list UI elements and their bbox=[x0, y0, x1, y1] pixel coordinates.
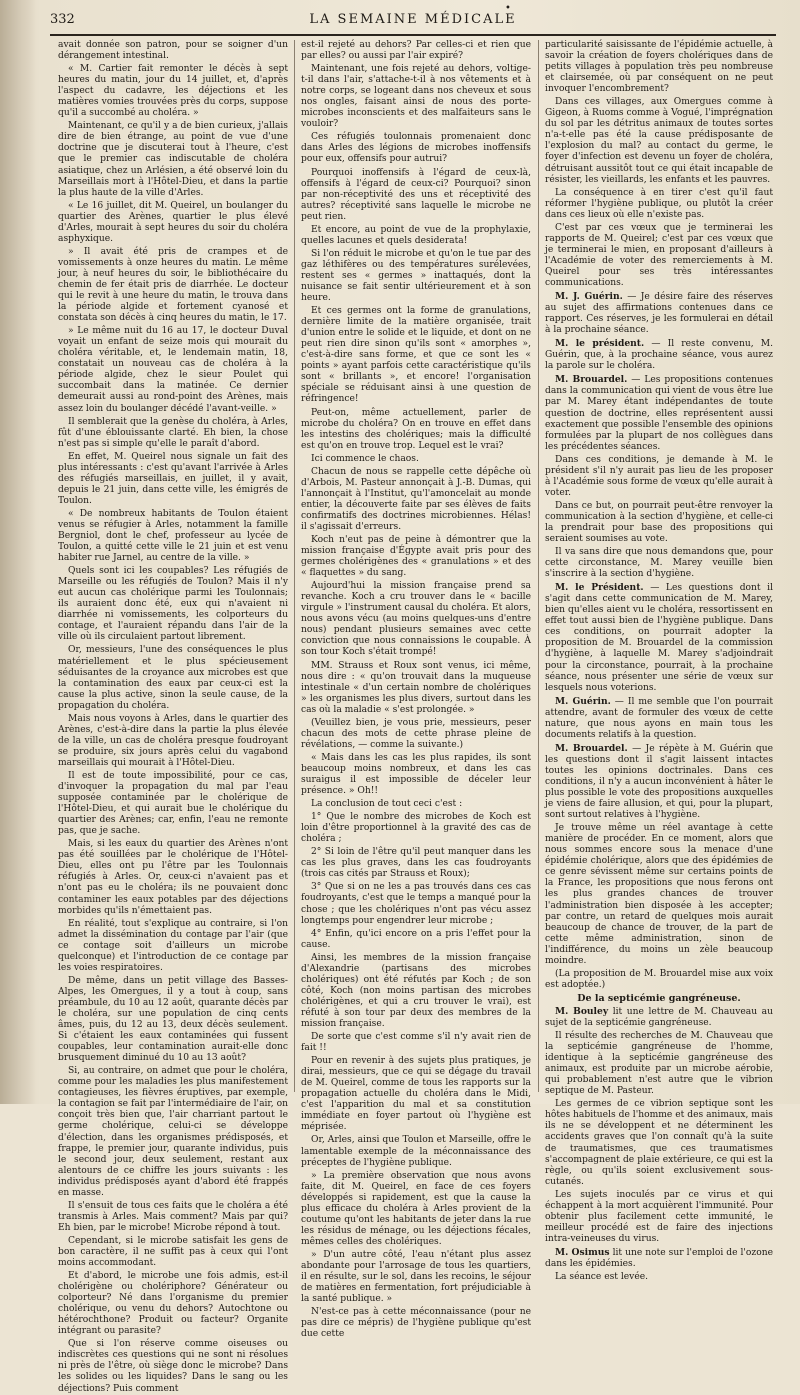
speech-paragraph bbox=[545, 1006, 773, 1029]
speaker-name: M. Brouardel. bbox=[555, 742, 628, 754]
paragraph: « Le 16 juillet, dit M. Queirel, un boulanger du quartier des Arènes, quartier le plus élevé d'Arles, mourait à sept heures du soir du choléra asphyxique. bbox=[58, 200, 288, 244]
paragraph: « Mais dans les cas les plus rapides, ils sont beaucoup moins nombreux, et dans les cas suraigus il est impossible de déceler leur présence. » Oh!! bbox=[301, 752, 531, 797]
paragraph: Et encore, au point de vue de la prophylaxie, quelles lacunes et quels desiderata! bbox=[301, 224, 531, 246]
paragraph: Ici commence le chaos. bbox=[311, 453, 419, 464]
paragraph: Les germes de ce vibrion septique sont les hôtes habituels de l'homme et des animaux, mais ils ne se développent et ne déterminent les accidents graves que l'on connaît qu'à la suite de traumatismes, que ces traumatismes s'accompagnent de plaie extérieure, ce qui est la règle, ou qu'ils soient exclusivement sous-cutanés. bbox=[545, 1099, 773, 1187]
paragraph: Maintenant, ce qu'il y a de bien curieux, j'allais dire de bien étrange, au point de vue d'une doctrine que je discuterai tout à l'heure, c'est que le premier cas indiscutable de choléra asiatique, chez un Arlésien, a été observé loin du Marseillais mort à l'Hôtel-Dieu, et dans la partie la plus haute de la ville d'Arles. bbox=[58, 121, 288, 198]
speaker-name: M. J. Guérin. bbox=[555, 291, 623, 303]
speech-text: lit une note sur l'emploi de l'ozone dans les épidémies. bbox=[545, 1247, 774, 1269]
paragraph: Or, messieurs, l'une des conséquences le plus matériellement et le plus spécieusement séduisantes de la croyance aux microbes est que la contamination des eaux par ceux-ci est la cause la plus active, sinon la seule cause, de la propagation du choléra. bbox=[58, 645, 288, 711]
speech-text: — Il reste convenu, M. Guérin, que, à la prochaine séance, vous aurez la parole sur le choléra. bbox=[545, 339, 773, 372]
paragraph: Et d'abord, le microbe une fois admis, est-il cholérigène ou cholériphore? Générateur ou colporteur? Né dans l'organisme du premier cholérique, ou venu du dehors? Autochtone ou hétérochthone? Produit ou facteur? Organite intégrant ou parasite? bbox=[58, 1271, 288, 1337]
paragraph: Ainsi, les membres de la mission française d'Alexandrie (partisans des microbes cholériques) ont été réfutés par Koch ; de son côté, Koch (non moins partisan des microbes cholérigènes, et qui a cru trouver le vrai), est réfuté à son tour par deux des membres de la mission française. bbox=[301, 952, 531, 1029]
speaker-name: M. Bouley bbox=[555, 1005, 609, 1017]
paragraph: C'est par ces vœux que je terminerai les rapports de M. Queirel; c'est par ces vœux que je terminerai le mien, en proposant d'ailleurs à l'Académie de voter des remerciements à M. Queirel pour ses très intéressantes communications. bbox=[545, 222, 773, 288]
paragraph: Les sujets inoculés par ce virus et qui échappent à la mort acquièrent l'immunité. Pour obtenir plus facilement cette immunité, le meilleur procédé est de faire des injections intra-veineuses du virus. bbox=[545, 1189, 773, 1244]
paragraph: Dans ces villages, aux Omergues comme à Gigeon, à Ruoms comme à Vogué, l'imprégnation du sol par les détritus animaux de toutes sortes n'a-t-elle pas été la cause prédisposante de l'explosion du mal? au contact du germe, le foyer d'infection est devenu un foyer de choléra, détruisant aussitôt tout ce qui était incapable de résister, les vieillards, les enfants et les pauvres. bbox=[545, 97, 773, 185]
speaker-name: M. le Président. bbox=[555, 582, 644, 594]
paragraph: La conclusion de tout ceci c'est : bbox=[311, 799, 463, 810]
section-heading: De la septicémie gangréneuse. bbox=[577, 992, 741, 1004]
paragraph: Ces réfugiés toulonnais promenaient donc dans Arles des légions de microbes inoffensifs pour eux, offensifs pour autrui? bbox=[301, 132, 531, 165]
paragraph: Mais, si les eaux du quartier des Arènes n'ont pas été souillées par le cholérique de l'Hôtel-Dieu, elles ont pu l'être par les Toulonnais réfugiés à Arles. Or, ceux-ci n'avaient pas et n'ont pas eu le choléra; ils ne pouvaient donc contaminer les eaux potables par des déjections morbides qu'ils n'émettaient pas. bbox=[58, 839, 288, 916]
paragraph: Si, au contraire, on admet que pour le choléra, comme pour les maladies les plus manifestement contagieuses, les fièvres éruptives, par exemple, la contagion se fait par l'intermédiaire de l'air, on conçoit très bien que, l'air charriant partout le germe cholérique, celui-ci se développe d'élection, dans les organismes prédisposés, et frappe, le premier jour, quarante individus, puis le second jour, deux seulement, restant aux alentours de ce chiffre les jours suivants : les individus prédisposés ayant d'abord été frappés en masse. bbox=[58, 1066, 288, 1198]
paragraph: Il est de toute impossibilité, pour ce cas, d'invoquer la propagation du mal par l'eau supposée contaminée par le cholérique de l'Hôtel-Dieu, et qui aurait bue le cholérique du quartier des Arènes; car, enfin, l'eau ne remonte pas, que je sache. bbox=[58, 771, 288, 837]
speaker-name: M. Osimus bbox=[555, 1246, 610, 1258]
paragraph: » Le même nuit du 16 au 17, le docteur Duval voyait un enfant de seize mois qui mourait du choléra véritable, et, le lendemain matin, 18, constatait un nouveau cas de choléra à la période algide, chez le sieur Poulet qui succombait dans la matinée. Ce dernier demeurait aussi au rond-point des Arènes, mais assez loin du boulanger décédé l'avant-veille. » bbox=[58, 326, 288, 414]
speech-text: — Je désire faire des réserves au sujet des affirmations contenues dans ce rapport. Ces réserves, je les formulerai en détail à la prochaine séance. bbox=[545, 292, 773, 336]
page-header bbox=[50, 3, 776, 36]
column-divider bbox=[294, 40, 295, 1092]
paragraph: Que si l'on réserve comme oiseuses ou indiscrètes ces questions qui ne sont ni résolues ni près de l'être, où siège donc le microbe? Dans les solides ou les liquides? Dans le sang ou les déjections? Puis comment bbox=[58, 1339, 288, 1394]
speech-text: — Je répète à M. Guérin que les questions dont il s'agit laissent intactes toutes les opinions doctrinales. Dans ces conditions, il n'y a aucun inconvénient à hâter le plus possible le vote des propositions auxquelles je viens de faire allusion, et qui, pour la plupart, sont surtout relatives à l'hygiène. bbox=[545, 743, 773, 821]
paragraph: De sorte que c'est comme s'il n'y avait rien de fait !! bbox=[301, 1032, 531, 1054]
column-divider bbox=[538, 40, 539, 1092]
header-ornament: • bbox=[505, 3, 511, 14]
speaker-name: M. Brouardel. bbox=[555, 374, 628, 386]
paragraph: N'est-ce pas à cette méconnaissance (pour ne pas dire ce mépris) de l'hygiène publique qu'est due cette bbox=[301, 1307, 531, 1340]
paragraph: De même, dans un petit village des Basses-Alpes, les Omergues, il y a tout à coup, sans préambule, du 10 au 12 août, quarante décès par le choléra, sur une population de cinq cents âmes, puis, du 12 au 13, deux décès seulement. Si c'étaient les eaux contaminées qui fussent coupables, leur contamination aurait-elle donc brusquement diminué du 10 au 13 août? bbox=[58, 975, 288, 1064]
paragraph: » D'un autre côté, l'eau n'étant plus assez abondante pour l'arrosage de tous les quartiers, il en résulte, sur le sol, dans les recoins, le séjour de matières en fermentation, fort préjudiciable à la santé publique. » bbox=[301, 1249, 531, 1305]
paragraph: Et ces germes ont la forme de granulations, dernière limite de la matière organisée, trait d'union entre le solide et le liquide, et dont on ne peut rien dire sinon qu'ils sont « amorphes », c'est-à-dire sans forme, et que ce sont les « points » ayant parfois cette caractéristique qu'ils sont « brillants », et encore! l'organisation spéciale se réduisant ainsi à une question de réfringence! bbox=[301, 306, 531, 405]
paragraph: » La première observation que nous avons faite, dit M. Queirel, en face de ces foyers développés si rapidement, est que la cause la plus efficace du choléra à Arles provient de la coutume qu'ont les habitants de jeter dans la rue les résidus de ménage, ou les déjections fécales, mêmes celles des cholériques. bbox=[301, 1170, 531, 1247]
speech-paragraph bbox=[545, 374, 773, 452]
paragraph: particularité saisissante de l'épidémie actuelle, à savoir la création de foyers cholériques dans de petits villages à population très peu nombreuse et clairsemée, où par conséquent on ne peut invoquer l'encombrement? bbox=[545, 40, 773, 95]
text-column-middle bbox=[301, 40, 531, 1340]
speech-paragraph bbox=[545, 338, 773, 372]
page-fold-shadow bbox=[0, 0, 36, 1104]
paragraph: En réalité, tout s'explique au contraire, si l'on admet la dissémination du contage par l'air (que ce contage soit d'ailleurs un microbe quelconque) et l'introduction de ce contage par les voies respiratoires. bbox=[58, 918, 288, 973]
paragraph: Chacun de nous se rappelle cette dépêche où d'Arbois, M. Pasteur annonçait à J.-B. Dumas, qui l'annonçait à l'Institut, qu'l'amoncelait au monde entier, la découverte faite par ses élèves de faits confirmatifs des doctrines microbiennes. Hélas! il s'agissait d'erreurs. bbox=[301, 466, 531, 532]
paragraph: Quels sont ici les coupables? Les réfugiés de Marseille ou les réfugiés de Toulon? Mais il n'y eut aucun cas cholérique parmi les Toulonnais; ils auraient donc été, eux qui n'avaient ni diarrhée ni vomissements, les colporteurs du contage, et l'auraient répandu dans l'air de la ville où ils circulaient partout librement. bbox=[58, 566, 288, 643]
paragraph: Dans ces conditions, je demande à M. le président s'il n'y aurait pas lieu de les proposer à l'Académie sous forme de vœux qu'elle aurait à voter. bbox=[545, 454, 773, 498]
paragraph: Pour en revenir à des sujets plus pratiques, je dirai, messieurs, que ce qui se dégage du travail de M. Queirel, comme de tous les rapports sur la propagation actuelle du choléra dans le Midi, c'est l'apparition du mal et sa constitution immédiate en foyer partout où l'hygiène est méprisée. bbox=[301, 1056, 531, 1133]
paragraph: Peut-on, même actuellement, parler de microbe du choléra? On en trouve en effet dans les intestins des cholériques; mais la difficulté est qu'on en trouve trop. Lequel est le vrai? bbox=[301, 407, 531, 451]
paragraph: Si l'on réduit le microbe et qu'on le tue par des gaz léthifères ou des températures surélevées, restent ses « germes » inattaqués, dont la nuisance se fait sentir ultérieurement et à son heure. bbox=[301, 248, 531, 304]
speaker-name: M. le président. bbox=[555, 338, 645, 350]
paragraph: « M. Cartier fait remonter le décès à sept heures du matin, jour du 14 juillet, et, d'après l'aspect du cadavre, les déjections et les matières vomies trouvées près du corps, suppose qu'il a succombé au choléra. » bbox=[58, 64, 288, 119]
speech-text: lit une lettre de M. Chauveau au sujet de la septicémie gangréneuse. bbox=[545, 1006, 774, 1028]
paragraph: 4° Enfin, qu'ici encore on a pris l'effet pour la cause. bbox=[301, 928, 531, 950]
paragraph: Pourquoi inoffensifs à l'égard de ceux-là, offensifs à l'égard de ceux-ci? Pourquoi? sinon par non-réceptivité des uns et réceptivité des autres? réceptivité sans laquelle le microbe ne peut rien. bbox=[301, 167, 531, 222]
paragraph: (La proposition de M. Brouardel mise aux voix est adoptée.) bbox=[545, 968, 773, 990]
paragraph: Maintenant, une fois rejeté au dehors, voltige-t-il dans l'air, s'attache-t-il à nos vêtements et à notre corps, se logeant dans nos cheveux et sous nos ongles, faisant ainsi de nous des porte-microbes inconscients et des malfaiteurs sans le vouloir? bbox=[301, 64, 531, 130]
paragraph: avait donnée son patron, pour se soigner d'un dérangement intestinal. bbox=[58, 40, 288, 62]
journal-title: LA SEMAINE MÉDICALE bbox=[309, 12, 517, 27]
session-closing: La séance est levée. bbox=[555, 1272, 649, 1283]
paragraph: 2° Si loin de l'être qu'il peut manquer dans les cas les plus graves, dans les cas foudroyants (trois cas cités par Strauss et Roux); bbox=[301, 847, 531, 880]
paragraph: Or, Arles, ainsi que Toulon et Marseille, offre le lamentable exemple de la méconnaissance des préceptes de l'hygiène publique. bbox=[301, 1135, 531, 1168]
paragraph: Cependant, si le microbe satisfait les gens de bon caractère, il ne suffit pas à ceux qui l'ont moins accommodant. bbox=[58, 1235, 288, 1269]
speech-text: — Les questions dont il s'agit dans cette communication de M. Marey, bien qu'elles aient vu le choléra, ressortissent en effet tout aussi bien de l'hygiène publique. Dans ces conditions, on pourrait adopter la proposition de M. Brouardel de la commission d'hygiène, à laquelle M. Marey s'adjoindrait pour la circonstance, pourrait, à la prochaine séance, nous présenter une série de vœux sur lesquels nous voterions. bbox=[545, 583, 774, 693]
paragraph: Il s'ensuit de tous ces faits que le choléra a été transmis à Arles. Mais comment? Mais par qui? Eh bien, par le microbe! Microbe répond à tout. bbox=[58, 1200, 288, 1233]
speech-paragraph bbox=[545, 1247, 773, 1270]
speech-text: — Il me semble que l'on pourrait attendre, avant de formuler des vœux de cette nature, que nous ayons en main tous les documents relatifs à la question. bbox=[545, 696, 773, 740]
paragraph: 1° Que le nombre des microbes de Koch est loin d'être proportionnel à la gravité des cas de choléra ; bbox=[301, 812, 531, 845]
paragraph: Aujourd'hui la mission française prend sa revanche. Koch a cru trouver dans le « bacille virgule » l'instrument causal du choléra. Et alors, nous avons vécu (au moins quelques-uns d'entre nous) pendant plusieurs semaines avec cette conviction que nous connaissions le coupable. À son tour Koch s'était trompé! bbox=[301, 581, 531, 658]
speaker-name: M. Guérin. bbox=[555, 695, 611, 707]
paragraph: Mais nous voyons à Arles, dans le quartier des Arènes, c'est-à-dire dans la partie la plus élevée de la ville, un cas de choléra presque foudroyant se produire, six jours après celui du vagabond marseillais qui mourait à l'Hôtel-Dieu. bbox=[58, 713, 288, 768]
speech-paragraph bbox=[545, 291, 773, 336]
paragraph: La conséquence à en tirer c'est qu'il faut réformer l'hygiène publique, ou plutôt la créer dans ces lieux où elle n'existe pas. bbox=[545, 187, 773, 220]
speech-paragraph bbox=[545, 696, 773, 741]
paragraph: Koch n'eut pas de peine à démontrer que la mission française d'Égypte avait pris pour des germes cholérigènes des « granulations » et des « flaquettes » du sang. bbox=[301, 535, 531, 579]
text-column-right bbox=[545, 40, 774, 1283]
paragraph: « De nombreux habitants de Toulon étaient venus se réfugier à Arles, notamment la famille Bergniol, dont le chef, professeur au lycée de Toulon, a quitté cette ville le 21 juin et est venu habiter rue Jarnel, au centre de la ville. » bbox=[58, 508, 288, 564]
paragraph: En effet, M. Queirel nous signale un fait des plus intéressants : c'est qu'avant l'arrivée à Arles des réfugiés marseillais, en juillet, il y avait, depuis le 21 juin, dans cette ville, les émigrés de Toulon. bbox=[58, 451, 288, 506]
paragraph: (Veuillez bien, je vous prie, messieurs, peser chacun des mots de cette phrase pleine de révélations, — comme la suivante.) bbox=[301, 717, 531, 750]
paragraph: 3° Que si on ne les a pas trouvés dans ces cas foudroyants, c'est que le temps a manqué pour la chose ; que les cholériques n'ont pas vécu assez longtemps pour engendrer leur microbe ; bbox=[301, 882, 531, 926]
page-number: 332 bbox=[50, 12, 75, 27]
paragraph: Il semblerait que la genèse du choléra, à Arles, fût d'une éblouissante clarté. Eh bien, la chose n'est pas si simple qu'elle le paraît d'abord. bbox=[58, 416, 288, 449]
paragraph: Il va sans dire que nous demandons que, pour cette circonstance, M. Marey veuille bien s'inscrire à la section d'hygiène. bbox=[545, 547, 773, 580]
speech-text: — Les propositions contenues dans la communication qui vient de vous être lue par M. Marey étant indépendantes de toute question de doctrine, elles représentent aussi exactement que possible l'ensemble des opinions formulées par la plupart de nos collègues dans les précédentes séances. bbox=[545, 375, 773, 452]
paragraph: Dans ce but, on pourrait peut-être renvoyer la communication à la section d'hygiène, et celle-ci la prendrait pour base des propositions qui seraient soumises au vote. bbox=[545, 500, 773, 545]
paragraph: est-il rejeté au dehors? Par celles-ci et rien que par elles? ou aussi par l'air expiré? bbox=[301, 40, 531, 62]
text-column-left bbox=[58, 40, 288, 1394]
speech-paragraph bbox=[545, 743, 773, 821]
speech-paragraph bbox=[545, 582, 773, 693]
paragraph: MM. Strauss et Roux sont venus, ici même, nous dire : « qu'on trouvait dans la muqueuse intestinale « d'un certain nombre de cholériques » les organismes les plus divers, surtout dans les cas où la maladie « s'est prolongée. » bbox=[301, 660, 531, 715]
paragraph: » Il avait été pris de crampes et de vomissements à onze heures du matin. Le même jour, à neuf heures du soir, le bibliothécaire du chemin de fer était pris de diarrhée. Le docteur qui le revit à une heure du matin, le trouva dans la période algide et fortement cyanosé et constata son décès à cinq heures du matin, le 17. bbox=[58, 246, 288, 324]
paragraph: Je trouve même un réel avantage à cette manière de procéder. En ce moment, alors que nous sommes encore sous la menace d'une épidémie cholérique, alors que des épidémies de ce genre sévissent même sur certains points de la France, les propositions que nous ferons ont les plus grandes chances de trouver l'administration bien disposée à les accepter; par contre, un retard de quelques mois aurait beaucoup de chance de trouver, de la part de cette même administration, sinon de l'indifférence, du moins un zèle beaucoup moindre. bbox=[545, 823, 773, 966]
paragraph: Il résulte des recherches de M. Chauveau que la septicémie gangréneuse de l'homme, identique à la septicémie gangréneuse des animaux, est produite par un microbe aérobie, qui probablement n'est autre que le vibrion septique de M. Pasteur. bbox=[545, 1031, 773, 1097]
